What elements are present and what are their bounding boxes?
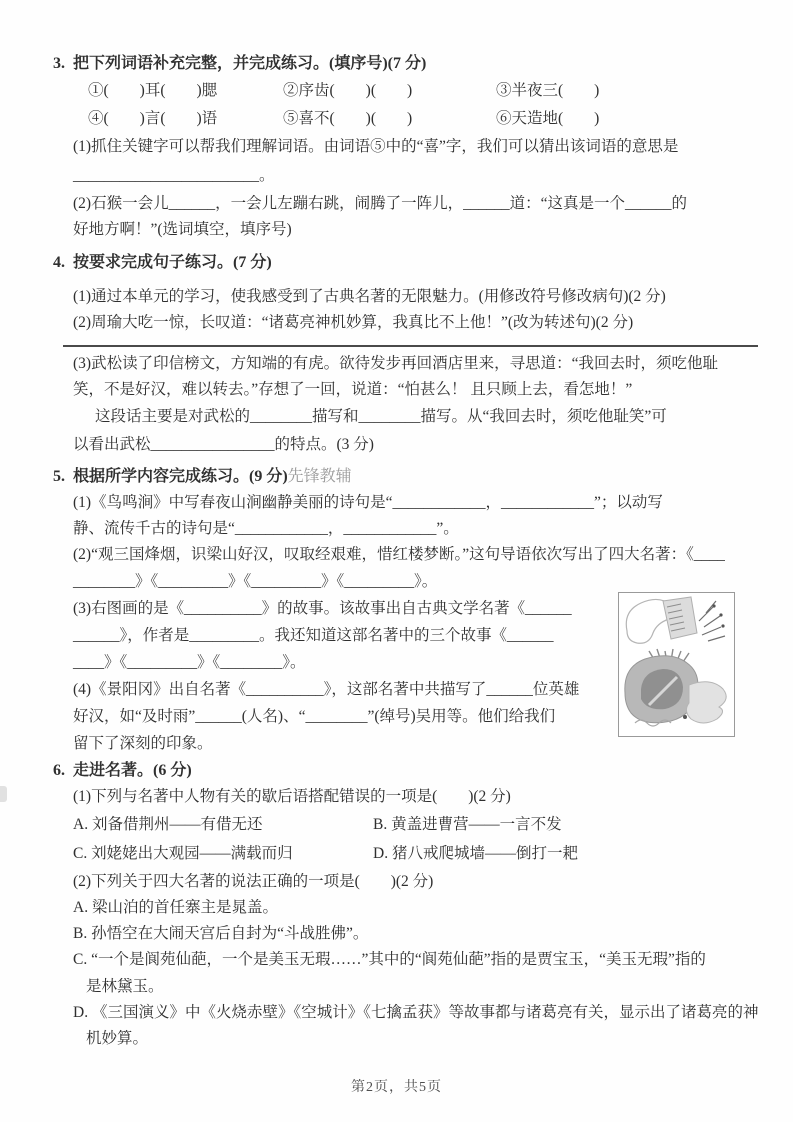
option-c: C. 刘姥姥出大观园——满载而归 bbox=[73, 845, 293, 862]
classic-story-sketch-icon bbox=[619, 593, 734, 735]
page-content bbox=[53, 50, 763, 1052]
option2-c-line2: 是林黛玉。 bbox=[86, 978, 164, 995]
question-5-sub1-line1: (1)《鸟鸣涧》中写春夜山涧幽静美丽的诗句是“____________，____________”；以动写 bbox=[73, 494, 663, 511]
option-b: B. 黄盖进曹营——一言不发 bbox=[373, 816, 562, 833]
option2-a: A. 梁山泊的首任寨主是晁盖。 bbox=[73, 899, 278, 916]
option2-b: B. 孙悟空在大闹天宫后自封为“斗战胜佛”。 bbox=[73, 925, 369, 942]
question-3-sub1-answer-blank: ________________________。 bbox=[73, 167, 275, 184]
word-blank-4: ④( )言( )语 bbox=[88, 110, 218, 127]
question-3-number: 3. bbox=[53, 55, 65, 72]
question-3 bbox=[53, 50, 763, 243]
question-5-sub3-line1: (3)右图画的是《__________》的故事。该故事出自古典文学名著《______ bbox=[73, 600, 572, 617]
question-4-number: 4. bbox=[53, 254, 65, 271]
question-3-sub2-line1: (2)石猴一会儿______，一会儿左蹦右跳，闹腾了一阵儿，______道：“这真是一个______的 bbox=[73, 195, 687, 212]
question-6-title: 走进名著。(6 分) bbox=[73, 762, 192, 779]
question-4 bbox=[53, 249, 763, 459]
question-4-sub3-line3: 这段话主要是对武松的________描写和________描写。从“我回去时，须吃他耻笑”可 bbox=[95, 408, 667, 425]
question-5-sub3-line3: ____》《_________》《________》。 bbox=[73, 654, 306, 671]
option2-c-line1: C. “一个是阆苑仙葩，一个是美玉无瑕……”其中的“阆苑仙葩”指的是贾宝玉，“美玉无瑕”指的 bbox=[73, 951, 706, 968]
question-6-number: 6. bbox=[53, 762, 65, 779]
option2-d-line1: D. 《三国演义》中《火烧赤壁》《空城计》《七擒孟获》等故事都与诸葛亮有关，显示出了诸葛亮的神 bbox=[73, 1004, 759, 1021]
publisher-watermark: 先锋教辅 bbox=[287, 468, 352, 485]
question-3-sub2-line2: 好地方啊！”(选词填空，填序号) bbox=[73, 221, 292, 238]
word-blank-5: ⑤喜不( )( ) bbox=[283, 110, 413, 127]
question-3-heading bbox=[53, 50, 763, 77]
question-3-title: 把下列词语补充完整，并完成练习。(填序号)(7 分) bbox=[73, 55, 427, 72]
question-4-heading bbox=[53, 249, 763, 276]
option-d: D. 猪八戒爬城墙——倒打一耙 bbox=[373, 845, 578, 862]
word-blanks-row-2 bbox=[88, 105, 763, 133]
answer-line bbox=[63, 336, 758, 347]
word-blank-2: ②序齿( )( ) bbox=[283, 82, 413, 99]
question-5-sub2-line2: ________》《_________》《_________》《_________》。 bbox=[73, 573, 438, 590]
question-4-sub3-line4: 以看出武松________________的特点。(3 分) bbox=[73, 436, 374, 453]
question-6-sub1: (1)下列与名著中人物有关的歇后语搭配错误的一项是( )(2 分) bbox=[73, 788, 511, 805]
option-a: A. 刘备借荆州——有借无还 bbox=[73, 816, 263, 833]
options-row-cd bbox=[73, 839, 763, 868]
question-5-sub3-line2: ______》，作者是_________。我还知道这部名著中的三个故事《______ bbox=[73, 627, 554, 644]
word-blank-1: ①( )耳( )腮 bbox=[88, 82, 218, 99]
question-6-heading bbox=[53, 757, 763, 784]
question5-illustration bbox=[618, 592, 735, 737]
word-blank-6: ⑥天造地( ) bbox=[496, 110, 600, 127]
question-4-sub2: (2)周瑜大吃一惊，长叹道：“诸葛亮神机妙算，我真比不上他！”(改为转述句)(2 分) bbox=[73, 314, 634, 331]
question-4-sub3-line2: 笑，不是好汉，难以转去。”存想了一回，说道：“怕甚么！ 且只顾上去，看怎地！” bbox=[73, 381, 633, 398]
option2-d-line2: 机妙算。 bbox=[86, 1030, 149, 1047]
question-5-sub1-line2: 静、流传千古的诗句是“____________，____________”。 bbox=[73, 520, 459, 537]
options-row-ab bbox=[73, 810, 763, 839]
question-4-sub3-line1: (3)武松读了印信榜文，方知端的有虎。欲待发步再回酒店里来，寻思道：“我回去时，须吃他耻 bbox=[73, 355, 718, 372]
word-blank-3: ③半夜三( ) bbox=[496, 82, 600, 99]
page-footer: 第2页，共5页 bbox=[351, 1080, 442, 1095]
question-5-heading bbox=[53, 463, 763, 490]
scan-artifact bbox=[0, 786, 7, 802]
question-5-sub2-line1: (2)“观三国烽烟，识梁山好汉，叹取经艰难，惜红楼梦断。”这句导语依次写出了四大名著：《____ bbox=[73, 546, 725, 563]
question-4-sub1: (1)通过本单元的学习，使我感受到了古典名著的无限魅力。(用修改符号修改病句)(2 分) bbox=[73, 288, 666, 305]
question-3-sub1-line1: (1)抓住关键字可以帮我们理解词语。由词语⑤中的“喜”字，我们可以猜出该词语的意思是 bbox=[73, 138, 679, 155]
question-5-sub4-line1: (4)《景阳冈》出自名著《__________》，这部名著中共描写了______位英雄 bbox=[73, 681, 580, 698]
question-5-number: 5. bbox=[53, 468, 65, 485]
question-6 bbox=[53, 757, 763, 1052]
question-6-sub2: (2)下列关于四大名著的说法正确的一项是( )(2 分) bbox=[73, 873, 434, 890]
word-blanks-row-1 bbox=[88, 77, 763, 105]
question-5-title: 根据所学内容完成练习。(9 分) bbox=[73, 468, 288, 485]
question-5-sub4-line2: 好汉，如“及时雨”______(人名)、“________”(绰号)吴用等。他们给我们 bbox=[73, 708, 556, 725]
question-4-title: 按要求完成句子练习。(7 分) bbox=[73, 254, 272, 271]
question-5-sub4-line3: 留下了深刻的印象。 bbox=[73, 735, 213, 752]
